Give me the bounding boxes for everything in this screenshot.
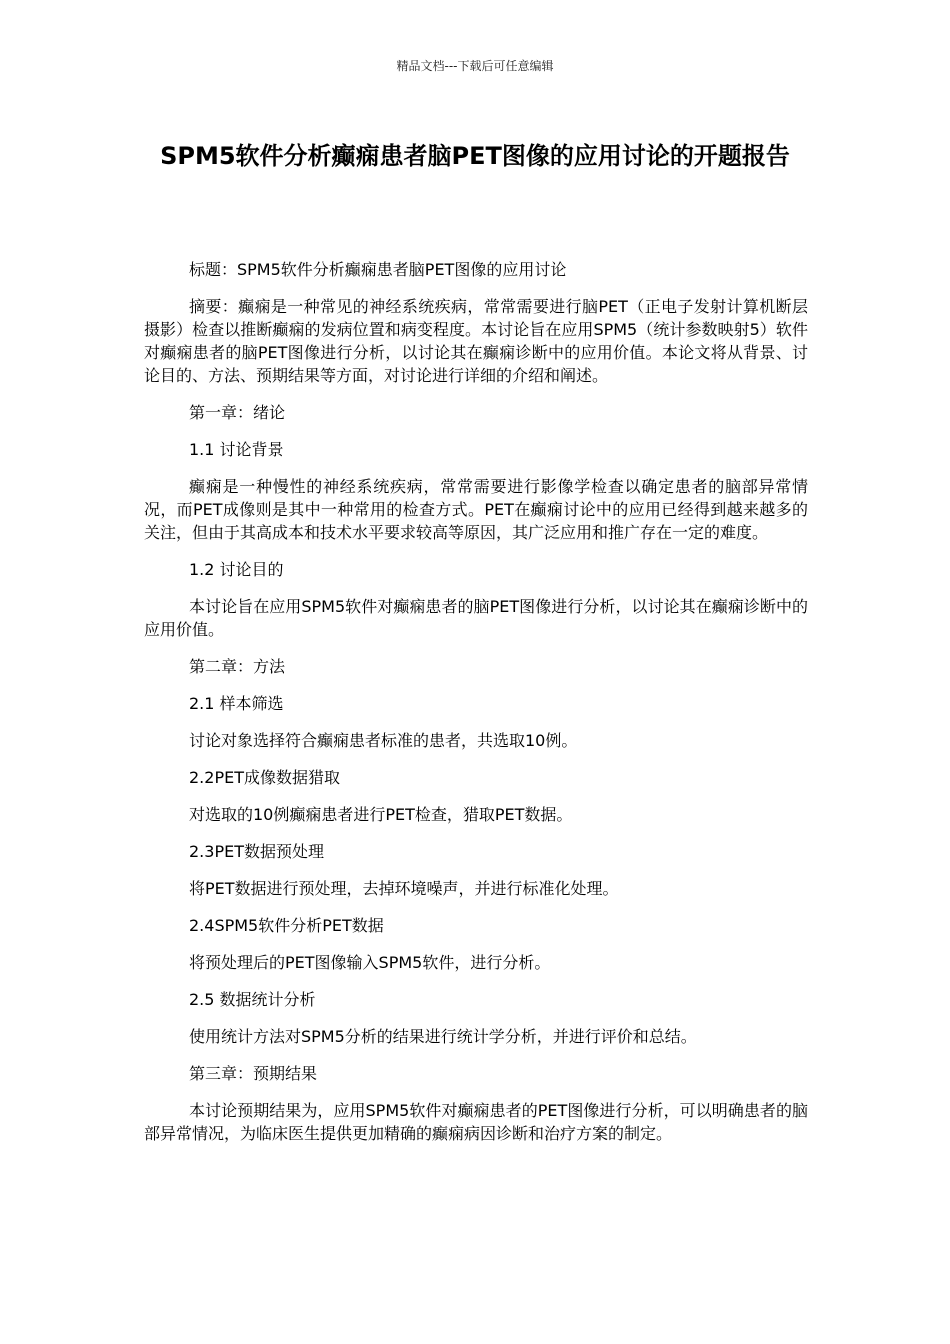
section-1-2-paragraph: 本讨论旨在应用SPM5软件对癫痫患者的脑PET图像进行分析，以讨论其在癫痫诊断中的应用价值。 — [144, 597, 808, 639]
section-2-4-paragraph: 将预处理后的PET图像输入SPM5软件，进行分析。 — [189, 953, 551, 972]
section-2-2-paragraph: 对选取的10例癫痫患者进行PET检查，猎取PET数据。 — [189, 805, 573, 824]
section-2-4-heading: 2.4SPM5软件分析PET数据 — [189, 916, 384, 935]
abstract-paragraph: 摘要：癫痫是一种常见的神经系统疾病，常常需要进行脑PET（正电子发射计算机断层摄影）检查以推断癫痫的发病位置和病变程度。本讨论旨在应用SPM5（统计参数映射5）软件对癫痫患者的脑PET图像进行分析，以讨论其在癫痫诊断中的应用价值。本论文将从背景、讨论目的、方法、预期结果等方面，对讨论进行详细的介绍和阐述。 — [144, 297, 808, 385]
section-2-1-paragraph: 讨论对象选择符合癫痫患者标准的患者，共选取10例。 — [189, 731, 578, 750]
section-2-2-heading: 2.2PET成像数据猎取 — [189, 768, 340, 787]
section-1-2-heading: 1.2 讨论目的 — [189, 560, 284, 579]
subject-line: 标题：SPM5软件分析癫痫患者脑PET图像的应用讨论 — [189, 260, 567, 279]
chapter-2-heading: 第二章：方法 — [189, 657, 286, 676]
section-2-3-paragraph: 将PET数据进行预处理，去掉环境噪声，并进行标准化处理。 — [189, 879, 619, 898]
document-body — [144, 258, 808, 1159]
section-2-1-heading: 2.1 样本筛选 — [189, 694, 284, 713]
section-2-5-heading: 2.5 数据统计分析 — [189, 990, 316, 1009]
chapter-3-heading: 第三章：预期结果 — [189, 1064, 318, 1083]
section-2-5-paragraph: 使用统计方法对SPM5分析的结果进行统计学分析，并进行评价和总结。 — [189, 1027, 697, 1046]
section-1-1-paragraph: 癫痫是一种慢性的神经系统疾病，常常需要进行影像学检查以确定患者的脑部异常情况，而PET成像则是其中一种常用的检查方式。PET在癫痫讨论中的应用已经得到越来越多的关注，但由于其高成本和技术水平要求较高等原因，其广泛应用和推广存在一定的难度。 — [144, 477, 808, 542]
chapter-3-paragraph: 本讨论预期结果为，应用SPM5软件对癫痫患者的PET图像进行分析，可以明确患者的脑部异常情况，为临床医生提供更加精确的癫痫病因诊断和治疗方案的制定。 — [144, 1101, 808, 1143]
header-note: 精品文档---下载后可任意编辑 — [396, 59, 554, 73]
section-1-1-heading: 1.1 讨论背景 — [189, 440, 284, 459]
document-title: SPM5软件分析癫痫患者脑PET图像的应用讨论的开题报告 — [160, 142, 790, 170]
section-2-3-heading: 2.3PET数据预处理 — [189, 842, 324, 861]
chapter-1-heading: 第一章：绪论 — [189, 403, 286, 422]
